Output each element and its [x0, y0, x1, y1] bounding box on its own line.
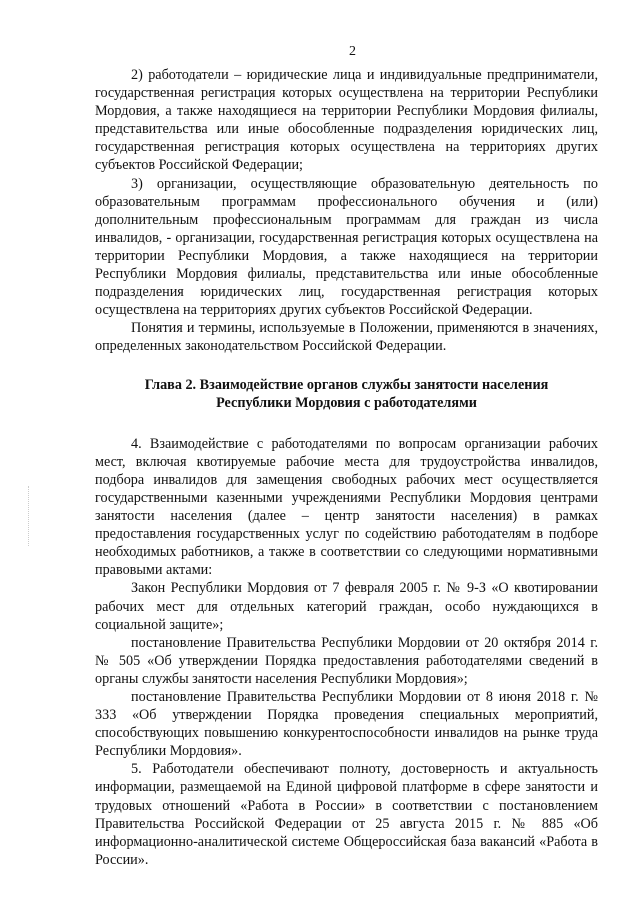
- page-number: 2: [349, 44, 356, 59]
- chapter-heading-line2: Республики Мордовия с работодателями: [216, 394, 477, 411]
- paragraph-employers-info: 5. Работодатели обеспечивают полноту, достоверность и актуальность информации, размещаемой на Единой цифровой платформе в сфере занятости и трудовых отношений «Работа в России» в соответствии с постановлением Правительства Российской Федерации от 25 августа 2015 г. № 885 «Об информационно-аналитической системе Общероссийская база вакансий «Работа в России».: [95, 761, 598, 868]
- document-body-top: [95, 66, 598, 356]
- paragraph-resolution-505: постановление Правительства Республики Мордовии от 20 октября 2014 г. № 505 «Об утверждении Порядка предоставления работодателями сведений в органы службы занятости населения Республики Мордовия»;: [95, 634, 598, 687]
- paragraph-resolution-333: постановление Правительства Республики Мордовии от 8 июня 2018 г. № 333 «Об утверждении Порядка проведения специальных мероприятий, способствующих повышению конкурентоспособности инвалидов на рынке труда Республики Мордовия».: [95, 689, 598, 760]
- document-body-bottom: [95, 435, 598, 869]
- chapter-heading: [95, 376, 598, 412]
- paragraph-law-quota: Закон Республики Мордовия от 7 февраля 2005 г. № 9-З «О квотировании рабочих мест для отдельных категорий граждан, особо нуждающихся в социальной защите»;: [95, 580, 598, 633]
- paragraph-terms: Понятия и термины, используемые в Положении, применяются в значениях, определенных законодательством Российской Федерации.: [95, 320, 598, 355]
- chapter-heading-line1: Глава 2. Взаимодействие органов службы занятости населения: [144, 376, 549, 393]
- paragraph-interaction: 4. Взаимодействие с работодателями по вопросам организации рабочих мест, включая квотируемые рабочие места для трудоустройства инвалидов, подбора инвалидов для замещения свободных рабочих мест осуществляется государственными казенными учреждениями Республики Мордовия центрами занятости населения (далее – центр занятости населения) в рамках предоставления государственных услуг по содействию работодателям в подборе необходимых работников, а также в соответствии со следующими нормативными правовыми актами:: [95, 435, 598, 579]
- paragraph-organizations: 3) организации, осуществляющие образовательную деятельность по образовательным программам профессионального обучения и (или) дополнительным профессиональным программам для граждан из числа инвалидов, - организации, государственная регистрация которых осуществлена на территории Республики Мордовия, а также находящиеся на территории Республики Мордовия филиалы, представительства или иные обособленные подразделения юридических лиц, государственная регистрация которых осуществлена на территориях других субъектов Российской Федерации.: [95, 175, 598, 319]
- paragraph-employers: 2) работодатели – юридические лица и индивидуальные предприниматели, государственная регистрация которых осуществлена на территории Республики Мордовия, а также находящиеся на территории Республики Мордовия филиалы, представительства или иные обособленные подразделения юридических лиц, государственная регистрация которых осуществлена на территориях других субъектов Российской Федерации;: [95, 67, 598, 174]
- scan-margin-mark: [28, 486, 31, 546]
